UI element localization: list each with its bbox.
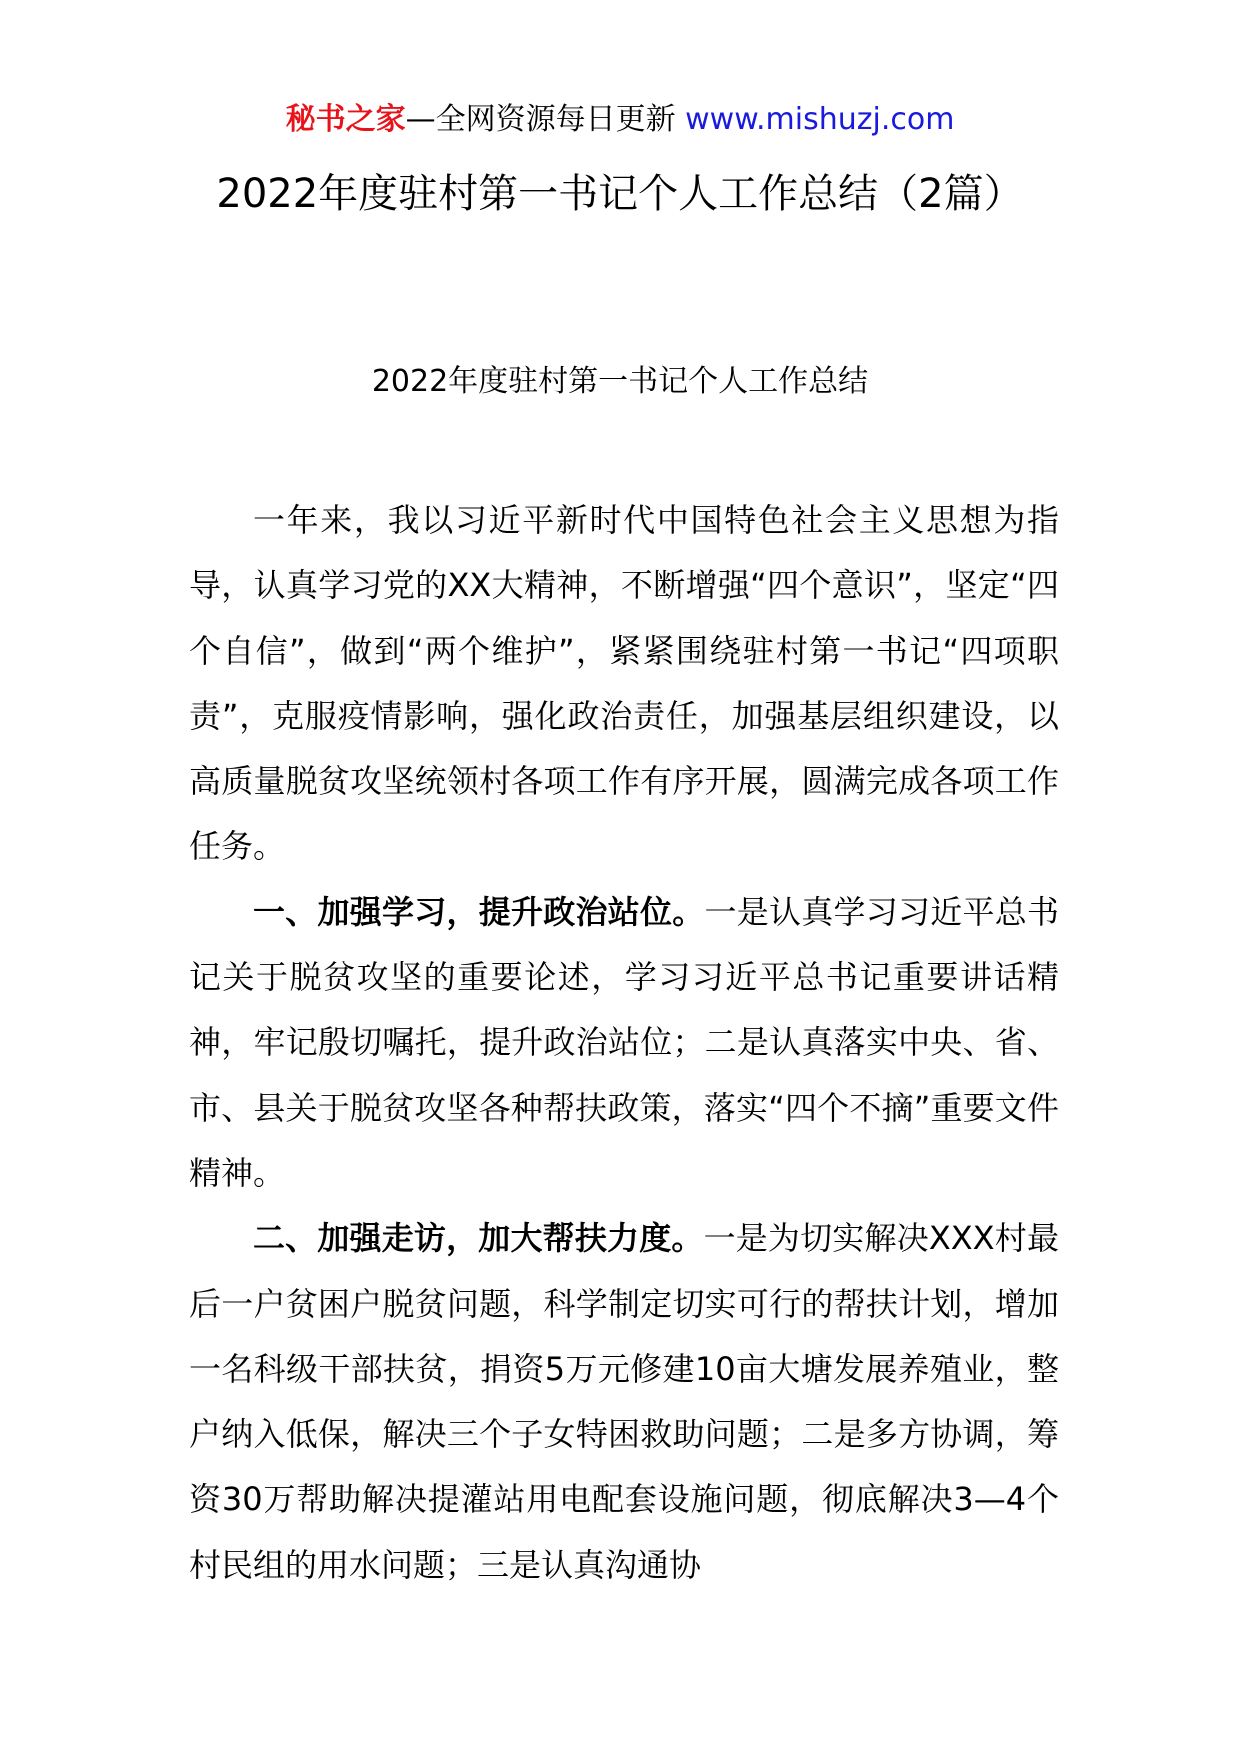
section-2-heading: 二、加强走访，加大帮扶力度。 [253, 1219, 704, 1258]
document-subtitle: 2022年度驻村第一书记个人工作总结 [371, 364, 869, 399]
section-2-body: 一是为切实解决XXX村最后一户贫困户脱贫问题，科学制定切实可行的帮扶计划，增加一名科级干部扶贫，捐资5万元修建10亩大塘发展养殖业，整户纳入低保，解决三个子女特困救助问题；二是多方协调，筹资30万帮助解决提灌站用电配套设施问题，彻底解决3—4个村民组的用水问题；三是认真沟通协 [189, 1219, 1059, 1584]
paragraph-section-2 [189, 1206, 1059, 1598]
document-title: 2022年度驻村第一书记个人工作总结（2篇） [216, 171, 1024, 217]
header-brand: 秘书之家 [285, 102, 406, 137]
paragraph-intro: 一年来，我以习近平新时代中国特色社会主义思想为指导，认真学习党的XX大精神，不断增强“四个意识”，坚定“四个自信”，做到“两个维护”，紧紧围绕驻村第一书记“四项职责”，克服疫情影响，强化政治责任，加强基层组织建设，以高质量脱贫攻坚统领村各项工作有序开展，圆满完成各项工作任务。 [189, 501, 1059, 866]
document-body [189, 488, 1059, 1598]
header-url-link[interactable]: www.mishuzj.com [685, 102, 955, 137]
site-header [0, 100, 1240, 140]
section-1-heading: 一、加强学习，提升政治站位。 [253, 892, 705, 931]
section-1-body: 一是认真学习习近平总书记关于脱贫攻坚的重要论述，学习习近平总书记重要讲话精神，牢记殷切嘱托，提升政治站位；二是认真落实中央、省、市、县关于脱贫攻坚各种帮扶政策，落实“四个不摘”重要文件精神。 [189, 892, 1059, 1192]
paragraph-section-1 [189, 880, 1059, 1206]
header-slogan: —全网资源每日更新 [405, 102, 686, 137]
